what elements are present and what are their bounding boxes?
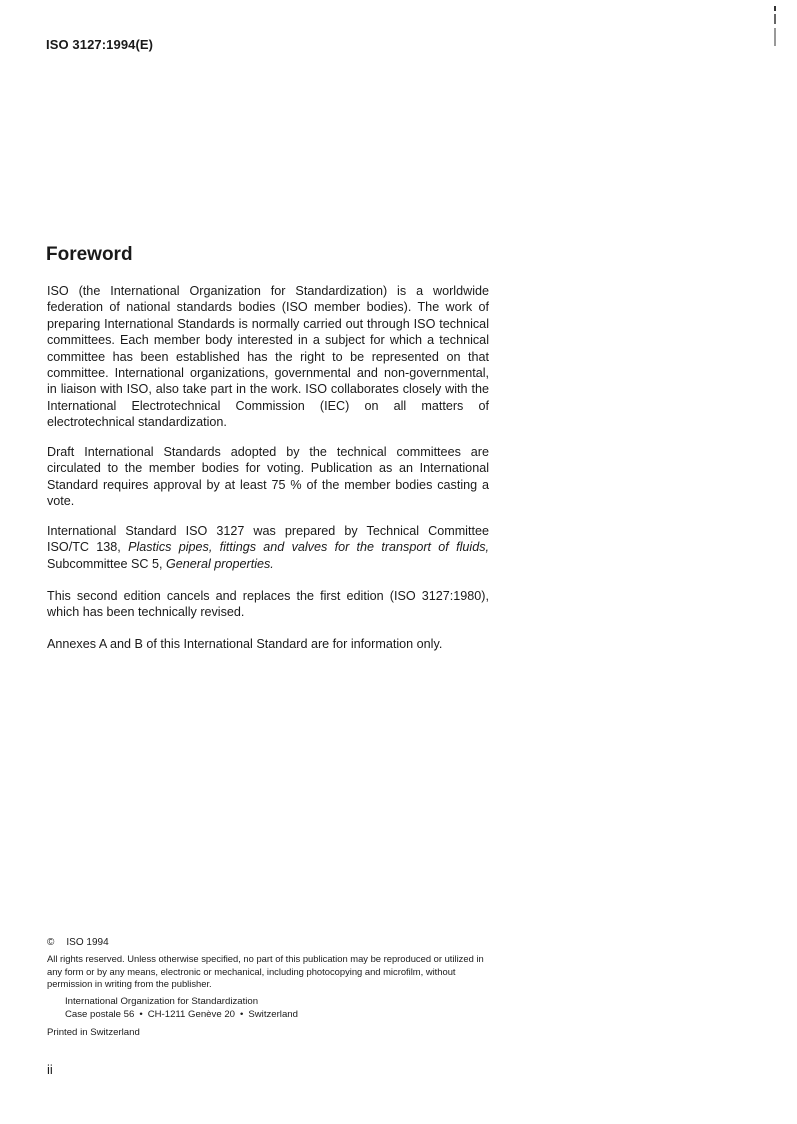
foreword-paragraph-3 [47, 523, 489, 572]
page-number: ii [47, 1062, 53, 1077]
foreword-paragraph-4: This second edition cancels and replaces the first edition (ISO 3127:1980), which has been technically revised. [47, 589, 489, 620]
publisher-address [65, 996, 298, 1021]
foreword-paragraph-1: ISO (the International Organization for Standardization) is a worldwide federation of national standards bodies (ISO member bodies). The work of preparing International Standards is normally carried out through ISO technical committees. Each member body interested in a subject for which a technical committee has been established has the right to be represented on that committee. International organizations, governmental and non-governmental, in liaison with ISO, also take part in the work. ISO collaborates closely with the International Electrotechnical Commission (IEC) on all matters of electrotechnical standardization. [47, 284, 489, 430]
tc-statement: International Standard ISO 3127 was prepared by Technical Committee ISO/TC 138, [47, 524, 489, 555]
rights-notice: All rights reserved. Unless otherwise specified, no part of this publication may be reproduced or utilized in any form or by any means, electronic or mechanical, including photocopying and microfilm, without permission in writing from the publisher. [47, 953, 484, 990]
copyright-line [47, 937, 109, 949]
bullet-icon: • [240, 1008, 244, 1020]
address-city: CH-1211 Genève 20 [147, 1008, 235, 1020]
address-country: Switzerland [248, 1008, 298, 1020]
bullet-icon: • [139, 1008, 143, 1020]
tc-title: Plastics pipes, fittings and valves for the transport of fluids, [128, 540, 489, 555]
address-postbox: Case postale 56 [65, 1008, 135, 1020]
scan-margin-mark [774, 6, 776, 46]
publisher-name: International Organization for Standardization [65, 996, 259, 1007]
foreword-paragraph-2: Draft International Standards adopted by the technical committees are circulated to the member bodies for voting. Publication as an International Standard requires approval by at least 75 % of the member bodies casting a vote. [47, 445, 489, 509]
copyright-text: ISO 1994 [66, 937, 109, 948]
document-id: ISO 3127:1994(E) [46, 37, 154, 52]
subcommittee-label: Subcommittee SC 5, [47, 556, 163, 571]
publisher-street [65, 1009, 298, 1022]
printed-in: Printed in Switzerland [47, 1027, 140, 1038]
subcommittee-title: General properties. [166, 556, 274, 571]
copyright-icon: © [47, 937, 55, 948]
foreword-paragraph-5: Annexes A and B of this International Standard are for information only. [47, 637, 443, 651]
foreword-heading: Foreword [46, 244, 133, 265]
